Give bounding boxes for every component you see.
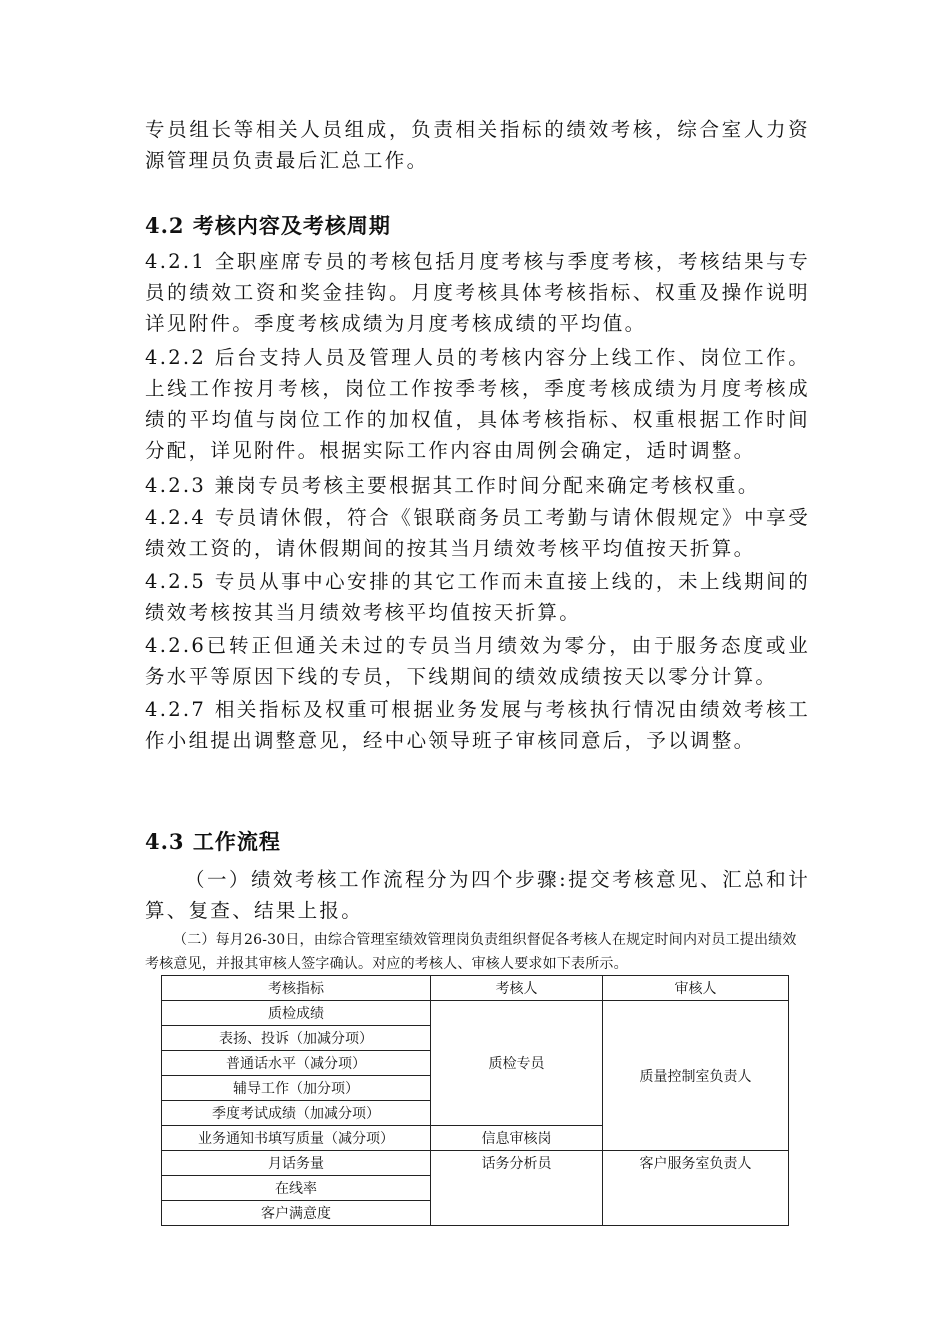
paragraph-4-3-2: （二）每月26-30日，由综合管理室绩效管理岗负责组织督促各考核人在规定时间内对员工提出绩效考核意见，并报其审核人签字确认。对应的考核人、审核人要求如下表所示。	[145, 932, 797, 972]
section-heading-4-3: 4.3 工作流程	[145, 829, 281, 854]
assessment-table	[161, 975, 789, 1226]
paragraph-4-2-7: 4.2.7 相关指标及权重可根据业务发展与考核执行情况由绩效考核工作小组提出调整意见，经中心领导班子审核同意后，予以调整。	[145, 698, 810, 752]
table-row	[162, 1151, 789, 1176]
indicator-cell: 质检成绩	[162, 1001, 431, 1026]
paragraph-4-2-3: 4.2.3 兼岗专员考核主要根据其工作时间分配来确定考核权重。	[145, 474, 760, 497]
paragraph-4-2-6: 4.2.6已转正但通关未过的专员当月绩效为零分，由于服务态度或业务水平等原因下线的专员，下线期间的绩效成绩按天以零分计算。	[145, 634, 810, 688]
assessor-cell: 信息审核岗	[431, 1126, 603, 1151]
reviewer-cell: 客户服务室负责人	[603, 1151, 789, 1226]
indicator-cell: 在线率	[162, 1176, 431, 1201]
paragraph-4-3-1: （一）绩效考核工作流程分为四个步骤:提交考核意见、汇总和计算、复查、结果上报。	[145, 868, 810, 922]
indicator-cell: 辅导工作（加分项）	[162, 1076, 431, 1101]
header-indicator: 考核指标	[162, 976, 431, 1001]
indicator-cell: 客户满意度	[162, 1201, 431, 1226]
indicator-cell: 业务通知书填写质量（减分项）	[162, 1126, 431, 1151]
header-reviewer: 审核人	[603, 976, 789, 1001]
reviewer-cell: 质量控制室负责人	[603, 1001, 789, 1151]
indicator-cell: 季度考试成绩（加减分项）	[162, 1101, 431, 1126]
paragraph-4-2-2: 4.2.2 后台支持人员及管理人员的考核内容分上线工作、岗位工作。上线工作按月考核，岗位工作按季考核，季度考核成绩为月度考核成绩的平均值与岗位工作的加权值，具体考核指标、权重根据工作时间分配，详见附件。根据实际工作内容由周例会确定，适时调整。	[145, 346, 810, 462]
indicator-cell: 普通话水平（减分项）	[162, 1051, 431, 1076]
table-header-row	[162, 976, 789, 1001]
paragraph-4-2-1: 4.2.1 全职座席专员的考核包括月度考核与季度考核，考核结果与专员的绩效工资和奖金挂钩。月度考核具体考核指标、权重及操作说明详见附件。季度考核成绩为月度考核成绩的平均值。	[145, 250, 810, 335]
intro-paragraph: 专员组长等相关人员组成，负责相关指标的绩效考核，综合室人力资源管理员负责最后汇总工作。	[145, 118, 810, 172]
paragraph-4-2-4: 4.2.4 专员请休假，符合《银联商务员工考勤与请休假规定》中享受绩效工资的，请休假期间的按其当月绩效考核平均值按天折算。	[145, 506, 810, 560]
indicator-cell: 月话务量	[162, 1151, 431, 1176]
indicator-cell: 表扬、投诉（加减分项）	[162, 1026, 431, 1051]
assessor-cell: 质检专员	[431, 1001, 603, 1126]
assessor-cell: 话务分析员	[431, 1151, 603, 1226]
paragraph-4-2-5: 4.2.5 专员从事中心安排的其它工作而未直接上线的，未上线期间的绩效考核按其当月绩效考核平均值按天折算。	[145, 570, 810, 624]
header-assessor: 考核人	[431, 976, 603, 1001]
table-row	[162, 1001, 789, 1026]
section-heading-4-2: 4.2 考核内容及考核周期	[145, 213, 391, 238]
